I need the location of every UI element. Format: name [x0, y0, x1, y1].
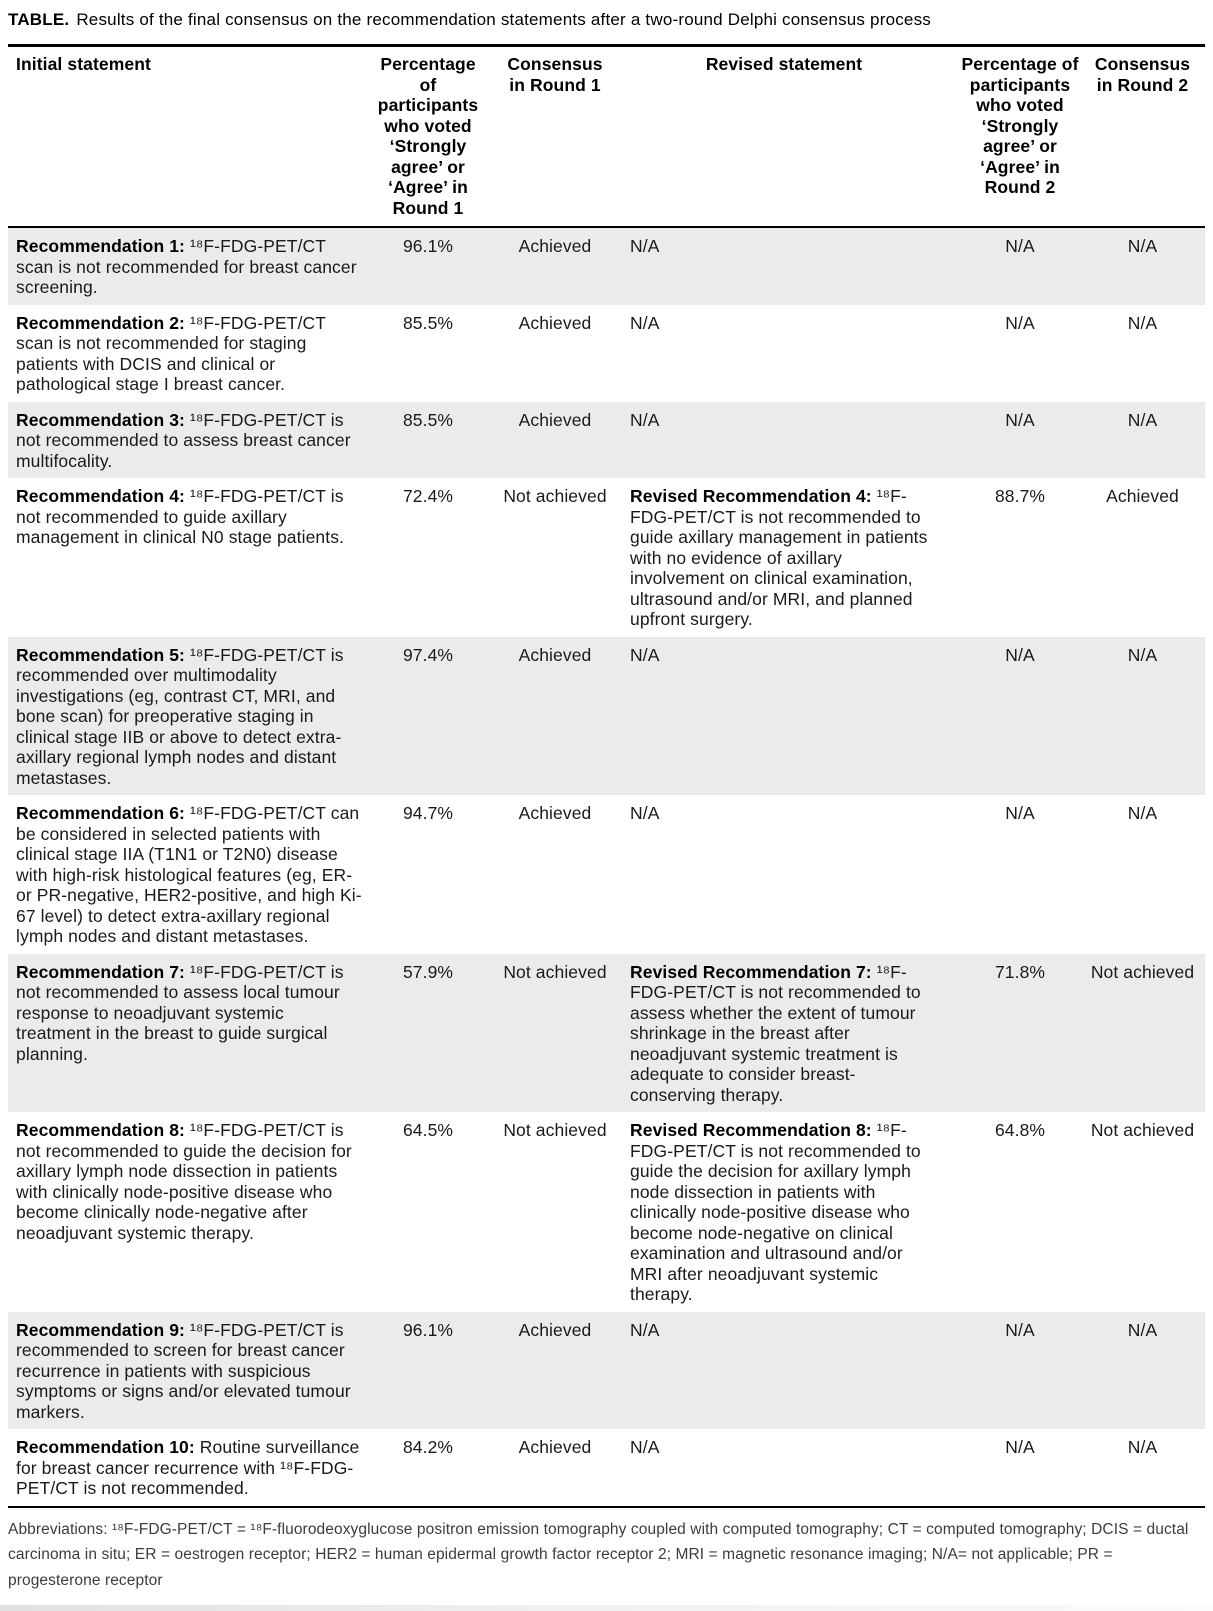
round2-percentage-cell: N/A [960, 1312, 1080, 1430]
revised-statement-text: N/A [630, 645, 659, 665]
header-row [8, 46, 1205, 228]
scan-edge-artifact [0, 1605, 1213, 1611]
initial-statement-cell [8, 305, 376, 402]
round2-percentage-cell: N/A [960, 305, 1080, 402]
col-header-round2-consensus [1080, 46, 1205, 228]
round1-consensus-cell: Not achieved [480, 954, 630, 1113]
statement-text: ¹⁸F-FDG-PET/CT is not recommended to guide the decision for axillary lymph node dissection in patients with clinically node-positive disease who become clinically node-negative after neoadjuvant systemic therapy. [16, 1120, 352, 1243]
col-header-revised-statement: Revised statement [630, 46, 960, 228]
round2-consensus-cell: Achieved [1080, 478, 1205, 637]
round1-percentage-cell: 94.7% [376, 795, 480, 954]
statement-text: ¹⁸F-FDG-PET/CT scan is not recommended for staging patients with DCIS and clinical or pathological stage I breast cancer. [16, 313, 326, 395]
round2-consensus-cell: N/A [1080, 1429, 1205, 1507]
revised-statement-cell [630, 478, 960, 637]
table-row [8, 478, 1205, 637]
statement-label: Recommendation 5: [16, 645, 185, 665]
table-row [8, 1429, 1205, 1507]
initial-statement-cell [8, 478, 376, 637]
col-header-round2-consensus-text: Consensus in Round 2 [1091, 54, 1195, 95]
revised-statement-label: Revised Recommendation 4: [630, 486, 872, 506]
round1-consensus-cell: Achieved [480, 1429, 630, 1507]
revised-statement-text: N/A [630, 410, 659, 430]
statement-label: Recommendation 7: [16, 962, 185, 982]
initial-statement-cell [8, 795, 376, 954]
round2-percentage-cell: 71.8% [960, 954, 1080, 1113]
statement-label: Recommendation 9: [16, 1320, 185, 1340]
statement-label: Recommendation 8: [16, 1120, 185, 1140]
round1-percentage-cell: 85.5% [376, 305, 480, 402]
table-body [8, 227, 1205, 1507]
revised-statement-cell [630, 637, 960, 796]
col-header-round1-consensus-text: Consensus in Round 1 [503, 54, 607, 95]
round1-percentage-cell: 96.1% [376, 227, 480, 305]
statement-text: ¹⁸F-FDG-PET/CT is not recommended to guide axillary management in clinical N0 stage patients. [16, 486, 344, 547]
table-row [8, 795, 1205, 954]
table-row [8, 1312, 1205, 1430]
statement-label: Recommendation 3: [16, 410, 185, 430]
col-header-round1-consensus [480, 46, 630, 228]
round2-consensus-cell: N/A [1080, 637, 1205, 796]
revised-statement-text: ¹⁸F-FDG-PET/CT is not recommended to assess whether the extent of tumour shrinkage in the breast after neoadjuvant systemic treatment is adequate to consider breast-conserving therapy. [630, 962, 921, 1105]
revised-statement-text: N/A [630, 803, 659, 823]
table-row [8, 954, 1205, 1113]
statement-text: ¹⁸F-FDG-PET/CT is recommended to screen for breast cancer recurrence in patients with suspicious symptoms or signs and/or elevated tumour markers. [16, 1320, 351, 1422]
table-title-text: Results of the final consensus on the recommendation statements after a two-round Delphi consensus process [76, 10, 931, 29]
revised-statement-cell [630, 954, 960, 1113]
statement-text: Routine surveillance for breast cancer recurrence with ¹⁸F-FDG-PET/CT is not recommended. [16, 1437, 359, 1498]
table-title [8, 9, 1205, 31]
round1-consensus-cell: Not achieved [480, 1112, 630, 1312]
round2-consensus-cell: N/A [1080, 227, 1205, 305]
table-row [8, 1112, 1205, 1312]
round2-consensus-cell: N/A [1080, 305, 1205, 402]
initial-statement-cell [8, 954, 376, 1113]
round2-percentage-cell: N/A [960, 402, 1080, 479]
revised-statement-cell [630, 1112, 960, 1312]
statement-label: Recommendation 6: [16, 803, 185, 823]
revised-statement-cell [630, 1312, 960, 1430]
round1-percentage-cell: 57.9% [376, 954, 480, 1113]
table-row [8, 402, 1205, 479]
statement-text: ¹⁸F-FDG-PET/CT is not recommended to assess local tumour response to neoadjuvant systemic treatment in the breast to guide surgical planning. [16, 962, 344, 1064]
col-header-round2-percentage-text: Percentage of participants who voted ‘Strongly agree’ or ‘Agree’ in Round 2 [961, 54, 1079, 198]
round1-percentage-cell: 64.5% [376, 1112, 480, 1312]
round2-consensus-cell: Not achieved [1080, 954, 1205, 1113]
round2-consensus-cell: Not achieved [1080, 1112, 1205, 1312]
initial-statement-cell [8, 227, 376, 305]
round2-consensus-cell: N/A [1080, 1312, 1205, 1430]
round1-consensus-cell: Achieved [480, 1312, 630, 1430]
revised-statement-text: ¹⁸F-FDG-PET/CT is not recommended to guide axillary management in patients with no evidence of axillary involvement on clinical examination, ultrasound and/or MRI, and planned upfront surgery. [630, 486, 927, 629]
revised-statement-text: N/A [630, 1437, 659, 1457]
statement-text: ¹⁸F-FDG-PET/CT is not recommended to assess breast cancer multifocality. [16, 410, 351, 471]
revised-statement-text: N/A [630, 313, 659, 333]
abbreviations-footnote: Abbreviations: ¹⁸F-FDG-PET/CT = ¹⁸F-fluorodeoxyglucose positron emission tomography coupled with computed tomography; CT = computed tomography; DCIS = ductal carcinoma in situ; ER = oestrogen receptor; HER2 = human epidermal growth factor receptor 2; MRI = magnetic resonance imaging; N/A= not applicable; PR = progesterone receptor [8, 1517, 1205, 1611]
statement-label: Recommendation 4: [16, 486, 185, 506]
round1-percentage-cell: 72.4% [376, 478, 480, 637]
round1-consensus-cell: Achieved [480, 305, 630, 402]
statement-text: ¹⁸F-FDG-PET/CT can be considered in selected patients with clinical stage IIA (T1N1 or T2N0) disease with high-risk histological features (eg, ER- or PR-negative, HER2-positive, and high Ki-67 level) to detect extra-axillary regional lymph nodes and distant metastases. [16, 803, 362, 946]
initial-statement-cell [8, 1312, 376, 1430]
revised-statement-label: Revised Recommendation 7: [630, 962, 872, 982]
initial-statement-cell [8, 1112, 376, 1312]
initial-statement-cell [8, 1429, 376, 1507]
round2-percentage-cell: N/A [960, 795, 1080, 954]
round1-percentage-cell: 96.1% [376, 1312, 480, 1430]
table-row [8, 227, 1205, 305]
table-row [8, 305, 1205, 402]
round1-consensus-cell: Achieved [480, 637, 630, 796]
initial-statement-cell [8, 637, 376, 796]
revised-statement-cell [630, 227, 960, 305]
revised-statement-cell [630, 305, 960, 402]
consensus-table [8, 44, 1205, 1508]
round1-percentage-cell: 84.2% [376, 1429, 480, 1507]
statement-text: ¹⁸F-FDG-PET/CT scan is not recommended for breast cancer screening. [16, 236, 357, 297]
round2-percentage-cell: N/A [960, 227, 1080, 305]
round2-percentage-cell: N/A [960, 637, 1080, 796]
revised-statement-text: N/A [630, 1320, 659, 1340]
round1-consensus-cell: Achieved [480, 227, 630, 305]
round2-consensus-cell: N/A [1080, 795, 1205, 954]
revised-statement-text: ¹⁸F-FDG-PET/CT is not recommended to guide the decision for axillary lymph node dissection in patients with clinically node-positive disease who become node-negative on clinical examination and ultrasound and/or MRI after neoadjuvant systemic therapy. [630, 1120, 921, 1304]
initial-statement-cell [8, 402, 376, 479]
round1-percentage-cell: 97.4% [376, 637, 480, 796]
col-header-initial-statement: Initial statement [8, 46, 376, 228]
statement-label: Recommendation 10: [16, 1437, 195, 1457]
round2-consensus-cell: N/A [1080, 402, 1205, 479]
col-header-round2-percentage [960, 46, 1080, 228]
col-header-round1-percentage-text: Percentage of participants who voted ‘Strongly agree’ or ‘Agree’ in Round 1 [376, 54, 480, 218]
table-row [8, 637, 1205, 796]
round2-percentage-cell: N/A [960, 1429, 1080, 1507]
statement-text: ¹⁸F-FDG-PET/CT is recommended over multimodality investigations (eg, contrast CT, MRI, and bone scan) for preoperative staging in clinical stage IIB or above to detect extra-axillary regional lymph nodes and distant metastases. [16, 645, 344, 788]
revised-statement-cell [630, 1429, 960, 1507]
revised-statement-label: Revised Recommendation 8: [630, 1120, 872, 1140]
statement-label: Recommendation 1: [16, 236, 185, 256]
statement-label: Recommendation 2: [16, 313, 185, 333]
revised-statement-cell [630, 402, 960, 479]
round1-consensus-cell: Achieved [480, 402, 630, 479]
revised-statement-text: N/A [630, 236, 659, 256]
col-header-round1-percentage [376, 46, 480, 228]
revised-statement-cell [630, 795, 960, 954]
round2-percentage-cell: 88.7% [960, 478, 1080, 637]
round1-consensus-cell: Achieved [480, 795, 630, 954]
round2-percentage-cell: 64.8% [960, 1112, 1080, 1312]
table-title-tag: TABLE. [8, 10, 69, 29]
round1-percentage-cell: 85.5% [376, 402, 480, 479]
round1-consensus-cell: Not achieved [480, 478, 630, 637]
